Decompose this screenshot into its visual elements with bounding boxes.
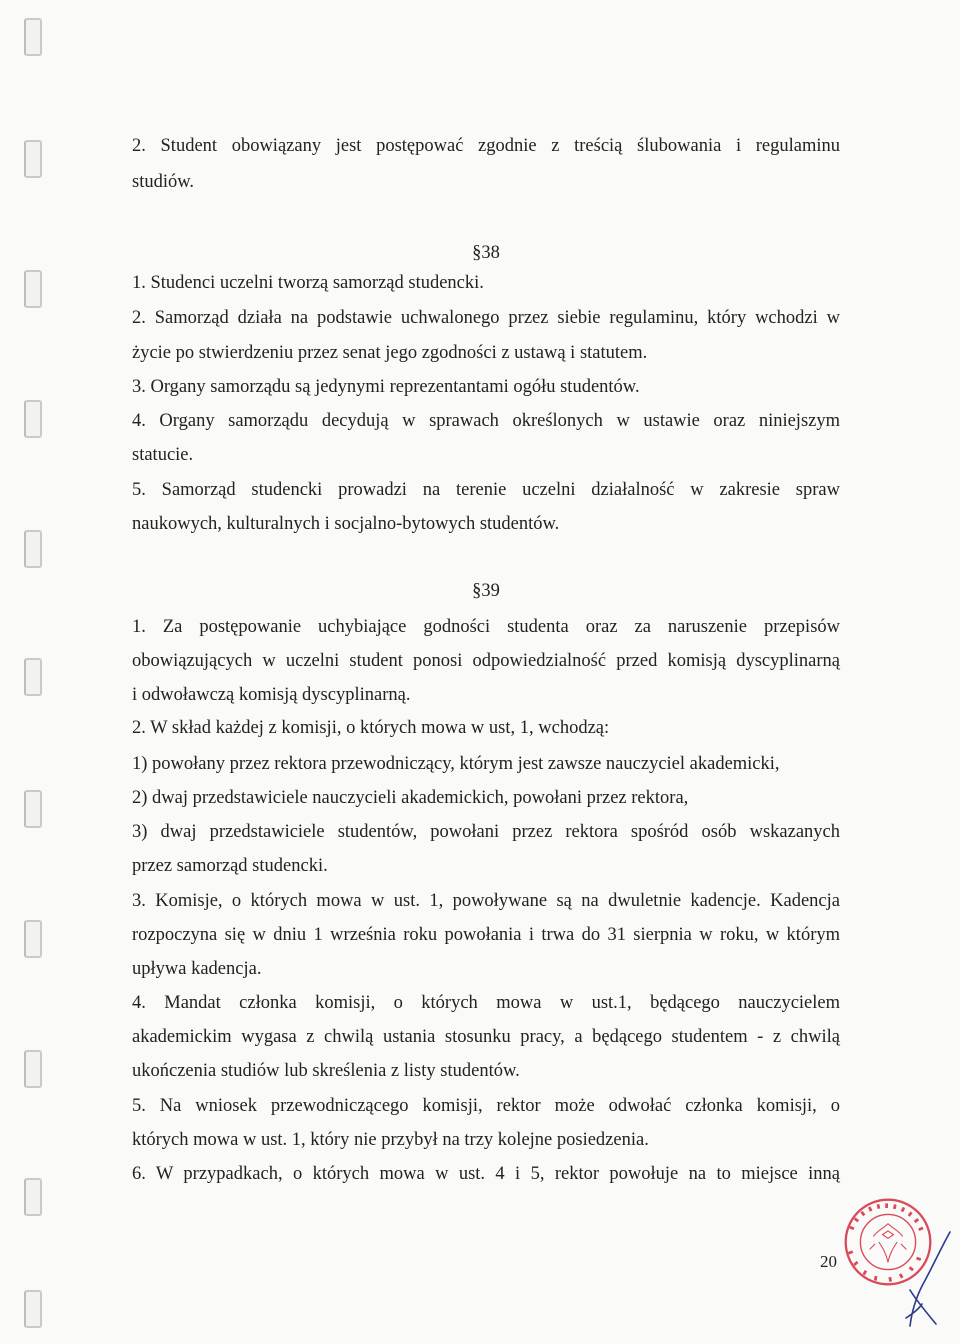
paragraph-line: 3) dwaj przedstawiciele studentów, powołani przez rektora spośród osób wskazanych: [132, 822, 840, 842]
paragraph-line: których mowa w ust. 1, który nie przybył na trzy kolejne posiedzenia.: [132, 1130, 649, 1150]
binding-hole: [24, 658, 42, 696]
paragraph-line: 2. Samorząd działa na podstawie uchwalonego przez siebie regulaminu, który wchodzi w: [132, 308, 840, 328]
paragraph-line: ukończenia studiów lub skreślenia z listy studentów.: [132, 1061, 520, 1081]
paragraph-line: 2. W skład każdej z komisji, o których mowa w ust, 1, wchodzą:: [132, 718, 610, 738]
paragraph-line: 5. Samorząd studencki prowadzi na terenie uczelni działalność w zakresie spraw: [132, 480, 840, 500]
binding-hole: [24, 1178, 42, 1216]
paragraph-line: 1. Za postępowanie uchybiające godności studenta oraz za naruszenie przepisów: [132, 617, 840, 637]
paragraph-line: życie po stwierdzeniu przez senat jego zgodności z ustawą i statutem.: [132, 343, 648, 363]
binding-hole: [24, 1050, 42, 1088]
binding-hole: [24, 790, 42, 828]
page-number: 20: [820, 1252, 837, 1271]
paragraph-line: 1. Studenci uczelni tworzą samorząd studencki.: [132, 273, 484, 293]
paragraph-line: obowiązujących w uczelni student ponosi odpowiedzialność przed komisją dyscyplinarną: [132, 651, 840, 671]
paragraph-line: 5. Na wniosek przewodniczącego komisji, rektor może odwołać członka komisji, o: [132, 1096, 840, 1116]
paragraph-line: naukowych, kulturalnych i socjalno-bytowych studentów.: [132, 514, 560, 534]
paragraph-line: 4. Organy samorządu decydują w sprawach określonych w ustawie oraz niniejszym: [132, 411, 840, 431]
paragraph-line: i odwoławczą komisją dyscyplinarną.: [132, 685, 411, 705]
binding-hole: [24, 530, 42, 568]
binding-hole: [24, 140, 42, 178]
paragraph-line: 4. Mandat członka komisji, o których mowa w ust.1, będącego nauczycielem: [132, 993, 840, 1013]
binding-hole: [24, 18, 42, 56]
paragraph-line: studiów.: [132, 172, 195, 192]
section-heading-39: §39: [472, 581, 500, 601]
paragraph-line: rozpoczyna się w dniu 1 września roku powołania i trwa do 31 sierpnia w roku, w którym: [132, 925, 840, 945]
paragraph-line: 2. Student obowiązany jest postępować zgodnie z treścią ślubowania i regulaminu: [132, 136, 840, 156]
signature-icon: [892, 1230, 952, 1330]
paragraph-line: upływa kadencja.: [132, 959, 262, 979]
paragraph-line: 3. Komisje, o których mowa w ust. 1, powoływane są na dwuletnie kadencje. Kadencja: [132, 891, 840, 911]
paragraph-line: przez samorząd studencki.: [132, 856, 328, 876]
paragraph-line: akademickim wygasa z chwilą ustania stosunku pracy, a będącego studentem - z chwilą: [132, 1027, 840, 1047]
paragraph-line: 2) dwaj przedstawiciele nauczycieli akademickich, powołani przez rektora,: [132, 788, 689, 808]
section-heading-38: §38: [472, 243, 500, 263]
binding-hole: [24, 1290, 42, 1328]
binding-hole: [24, 400, 42, 438]
binding-holes: [22, 0, 42, 1344]
paragraph-line: 1) powołany przez rektora przewodniczący, którym jest zawsze nauczyciel akademicki,: [132, 754, 780, 774]
paragraph-line: 6. W przypadkach, o których mowa w ust. 4 i 5, rektor powołuje na to miejsce inną: [132, 1164, 840, 1184]
paragraph-line: 3. Organy samorządu są jedynymi reprezentantami ogółu studentów.: [132, 377, 640, 397]
binding-hole: [24, 920, 42, 958]
paragraph-line: statucie.: [132, 445, 194, 465]
binding-hole: [24, 270, 42, 308]
